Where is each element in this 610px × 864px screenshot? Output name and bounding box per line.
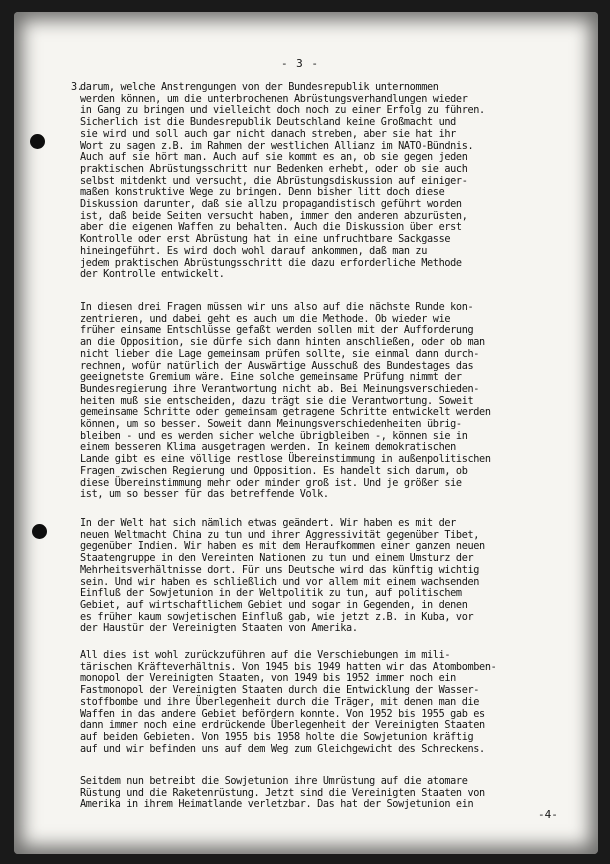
text-line: Fragen zwischen Regierung und Opposition. Es handelt sich darum, ob xyxy=(80,465,468,477)
text-line: Fastmonopol der Vereinigten Staaten durch die Entwicklung der Wasser- xyxy=(80,685,480,697)
text-line: Amerika in ihrem Heimatlande verletzbar. Das hat der Sowjetunion ein xyxy=(80,799,474,811)
text-line: sie wird und soll auch gar nicht danach streben, aber sie hat ihr xyxy=(80,128,456,140)
text-line: Waffen in das andere Gebiet befördern konnte. Von 1952 bis 1955 gab es xyxy=(80,708,485,720)
text-line: jedem praktischen Abrüstungsschritt die dazu erforderliche Methode xyxy=(80,257,462,269)
text-line: Diskussion darunter, daß sie allzu propagandistisch geführt worden xyxy=(80,199,462,211)
text-line: In diesen drei Fragen müssen wir uns also auf die nächste Runde kon- xyxy=(80,302,474,313)
text-line: Gebiet, auf wirtschaftlichem Gebiet und sogar in Gegenden, in denen xyxy=(80,599,468,611)
text-line: Kontrolle oder erst Abrüstung hat in eine unfruchtbare Sackgasse xyxy=(80,234,451,246)
text-line: in Gang zu bringen und vielleicht doch noch zu einer Erfolg zu führen. xyxy=(80,105,485,117)
text-line: zentrieren, und dabei geht es auch um die Methode. Ob wieder wie xyxy=(80,313,451,325)
paragraph xyxy=(80,650,580,755)
text-line: der Kontrolle entwickelt. xyxy=(80,269,225,281)
text-line: ist, um so besser für das betreffende Volk. xyxy=(80,489,329,501)
text-line: maßen konstruktive Wege zu bringen. Denn bisher litt doch diese xyxy=(80,187,445,199)
punch-hole xyxy=(32,524,47,539)
text-line: Staatengruppe in den Vereinten Nationen zu tun und einem Umsturz der xyxy=(80,553,474,565)
text-line: aber die eigenen Waffen zu behalten. Auch die Diskussion über erst xyxy=(80,222,462,234)
text-line: auf und wir befinden uns auf dem Weg zum Gleichgewicht des Schreckens. xyxy=(80,743,485,755)
text-line: stoffbombe und ihre Überlegenheit durch die Träger, mit denen man die xyxy=(80,696,480,708)
text-line: Auch auf sie hört man. Auch auf sie kommt es an, ob sie gegen jeden xyxy=(80,152,468,164)
text-line: Einfluß der Sowjetunion in der Weltpolitik zu tun, auf politischem xyxy=(80,588,462,600)
text-line: gegenüber Indien. Wir haben es mit dem Heraufkommen einer ganzen neuen xyxy=(80,541,485,553)
text-line: Wort zu sagen z.B. im Rahmen der westlichen Allianz im NATO-Bündnis. xyxy=(80,140,474,152)
paragraph xyxy=(71,82,580,281)
text-line: nicht lieber die Lage gemeinsam prüfen sollte, sie einmal dann durch- xyxy=(80,348,480,360)
text-line: hineingeführt. Es wird doch wohl darauf ankommen, daß man zu xyxy=(80,245,428,257)
text-line: ist, daß beide Seiten versucht haben, immer den anderen abzurüsten, xyxy=(80,210,468,222)
text-line: an die Opposition, sie dürfe sich dann hinten anschließen, oder ob man xyxy=(80,337,485,349)
text-line: der Haustür der Vereinigten Staaten von Amerika. xyxy=(80,623,358,635)
text-line: Lande gibt es eine völlige restlose Übereinstimmung in außenpolitischen xyxy=(80,454,491,466)
text-line: Rüstung und die Raketenrüstung. Jetzt sind die Vereinigten Staaten von xyxy=(80,787,485,799)
item-number: 3. xyxy=(71,82,83,93)
paragraph xyxy=(80,302,580,501)
text-line: rechnen, wofür natürlich der Auswärtige Ausschuß des Bundestages das xyxy=(80,360,474,372)
page-number: - 3 - xyxy=(280,57,320,70)
punch-hole xyxy=(30,134,45,149)
text-line: praktischen Abrüstungsschritt nur Bedenken erhebt, oder ob sie auch xyxy=(80,163,468,175)
text-line: Sicherlich ist die Bundesrepublik Deutschland keine Großmacht und xyxy=(80,117,456,129)
text-line: dann immer noch eine erdrückende Überlegenheit der Vereinigten Staaten xyxy=(80,720,485,732)
paragraph xyxy=(80,518,580,635)
catchword: -4- xyxy=(538,808,558,821)
text-line: sein. Und wir haben es schließlich und vor allem mit einem wachsenden xyxy=(80,576,480,588)
text-line: monopol der Vereinigten Staaten, von 1949 bis 1952 immer noch ein xyxy=(80,673,456,685)
text-line: selbst mitdenkt und versucht, die Abrüstungsdiskussion auf einiger- xyxy=(80,175,468,187)
text-line: Seitdem nun betreibt die Sowjetunion ihre Umrüstung auf die atomare xyxy=(80,776,468,787)
text-line: neuen Weltmacht China zu tun und ihrer Aggressivität gegenüber Tibet, xyxy=(80,529,480,541)
text-line: diese Übereinstimmung mehr oder minder groß ist. Und je größer sie xyxy=(80,477,462,489)
text-line: tärischen Kräfteverhältnis. Von 1945 bis 1949 hatten wir das Atombomben- xyxy=(80,661,497,673)
text-line: heiten muß sie entscheiden, dazu trägt sie die Verantwortung. Soweit xyxy=(80,395,474,407)
text-line: einem besseren Klima ausgetragen werden. In keinem demokratischen xyxy=(80,442,456,454)
text-line: All dies ist wohl zurückzuführen auf die Verschiebungen im mili- xyxy=(80,650,451,661)
text-line: In der Welt hat sich nämlich etwas geändert. Wir haben es mit der xyxy=(80,518,456,529)
text-line: gemeinsame Schritte oder gemeinsam getragene Schritte entwickelt werden xyxy=(80,407,491,419)
text-line: Mehrheitsverhältnisse dort. Für uns Deutsche wird das künftig wichtig xyxy=(80,564,480,576)
text-line: werden können, um die unterbrochenen Abrüstungsverhandlungen wieder xyxy=(80,93,468,105)
text-line: bleiben - und es werden sicher welche übrigbleiben -, können sie in xyxy=(80,430,468,442)
text-line: es früher kaum sowjetischen Einfluß gab, wie jetzt z.B. in Kuba, vor xyxy=(80,611,474,623)
text-line: Bundesregierung ihre Verantwortung nicht ab. Bei Meinungsverschieden- xyxy=(80,383,480,395)
paragraph xyxy=(80,776,580,811)
text-line: früher einsame Entschlüsse gefaßt werden sollen mit der Aufforderung xyxy=(80,325,474,337)
text-line: geeignetste Gremium wäre. Eine solche gemeinsame Prüfung nimmt der xyxy=(80,372,462,384)
text-line: darum, welche Anstrengungen von der Bundesrepublik unternommen xyxy=(80,82,439,93)
text-line: können, um so besser. Soweit dann Meinungsverschiedenheiten übrig- xyxy=(80,419,462,431)
text-line: auf beiden Gebieten. Von 1955 bis 1958 holte die Sowjetunion kräftig xyxy=(80,731,474,743)
